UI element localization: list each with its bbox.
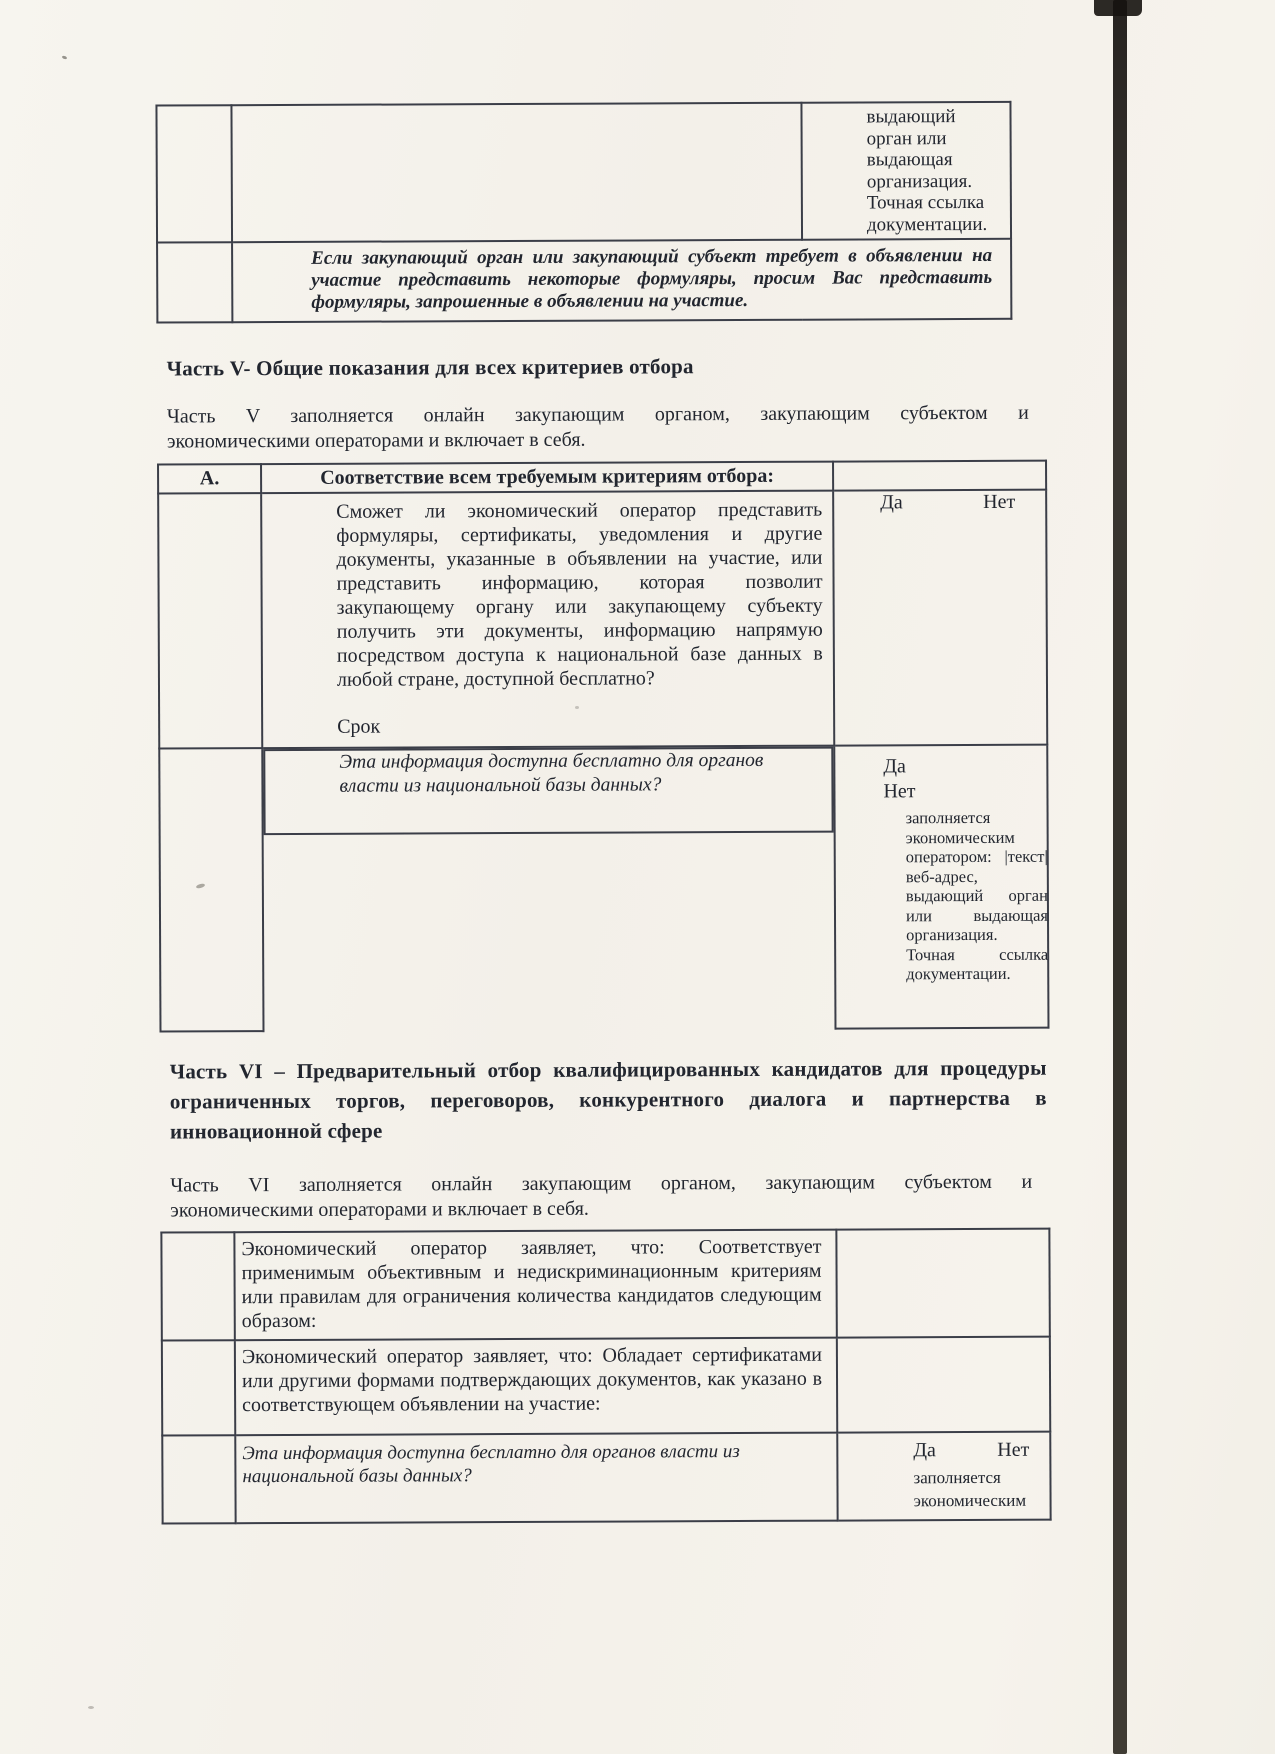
- part-v-q1-left-empty: [158, 493, 262, 748]
- scan-speck: [575, 706, 579, 709]
- scan-speck: [88, 1706, 94, 1709]
- part-v-q2-left-empty: [159, 748, 263, 1031]
- part-vi-heading: [170, 1053, 1047, 1147]
- part-v-question-1: Сможет ли экономический оператор представить формуляры, сертификаты, уведомления и другие документы, указанные в объявлении на участие, или представить информацию, которая позволит закупающему органу или закупающему субъекту получить эти документы, информацию напрямую посредством доступа к национальной базе данных в любой стране, доступной бесплатно?: [336, 498, 823, 691]
- part-v-answer-2-no[interactable]: Нет: [883, 780, 916, 803]
- part-v-intro: [167, 401, 1029, 455]
- part-v-term-label: Срок: [337, 715, 381, 738]
- part-vi-r1-right-empty: [836, 1229, 1049, 1338]
- carryover-cell-mid-empty: [231, 103, 802, 242]
- part-vi-r2-left-empty: [162, 1340, 235, 1435]
- part-v-intro-line2: экономическими операторами и включает в себя.: [166, 428, 586, 453]
- part-v-intro-line1: Часть V заполняется онлайн закупающим органом, закупающим субъектом и: [166, 401, 1029, 428]
- carryover-table: [155, 101, 1012, 324]
- part-vi-row-3-answer-cell: [837, 1432, 1050, 1521]
- part-v-question-2: Эта информация доступна бесплатно для органов власти из национальной базы данных?: [263, 747, 833, 835]
- part-v-table: [157, 460, 1049, 1033]
- part-v-answer-1-no[interactable]: Нет: [983, 490, 1016, 513]
- part-vi-row-3-note: заполняется экономическим: [913, 1467, 1027, 1511]
- part-vi-intro: [170, 1170, 1032, 1224]
- part-v-row-a-label: А.: [158, 464, 261, 493]
- part-vi-r1-left-empty: [161, 1232, 234, 1340]
- part-v-row-a-title: Соответствие всем требуемым критериям отбора:: [261, 462, 833, 493]
- part-v-row-a-right-empty: [833, 461, 1046, 491]
- carryover-cell-issuer: выдающий орган или выдающая организация. Точная ссылка документации.: [801, 102, 1011, 240]
- part-vi-heading-line3: инновационной сфере: [169, 1118, 383, 1144]
- part-v-q1-cell: [261, 491, 834, 748]
- part-v-answer-2-cell: [834, 745, 1048, 1029]
- part-vi-row-3-no[interactable]: Нет: [997, 1438, 1030, 1461]
- part-vi-row-1: Экономический оператор заявляет, что: Соответствует применимым объективным и недискриминационным критериям или правилам для ограничения количества кандидатов следующим образом:: [234, 1230, 836, 1341]
- part-v-answer-1-cell: [833, 490, 1047, 746]
- part-v-answer-2-yes[interactable]: Да: [883, 755, 906, 778]
- part-vi-r2-right-empty: [837, 1337, 1050, 1433]
- carryover-note: Если закупающий орган или закупающий субъект требует в объявлении на участие представить некоторые формуляры, просим Вас представить формуляры, запрошенные в объявлении на участие.: [232, 239, 1011, 322]
- part-vi-row-2: Экономический оператор заявляет, что: Обладает сертификатами или другими формами подтверждающих документов, как указано в соответствующем объявлении на участие:: [235, 1338, 837, 1436]
- part-vi-heading-line1: Часть VI – Предварительный отбор квалифицированных кандидатов для процедуры: [169, 1055, 1047, 1084]
- part-v-answer-2-note: заполняется экономическим оператором: |текст| веб-адрес, выдающий орган или выдающая организация. Точная ссылка документации.: [905, 807, 1049, 984]
- part-vi-table: [160, 1228, 1051, 1525]
- carryover-cell-left-empty2: [157, 242, 232, 322]
- scan-corner-mark: [1094, 0, 1142, 16]
- part-vi-r3-left-empty: [162, 1435, 235, 1523]
- scan-edge-strip: [1113, 0, 1127, 1754]
- part-v-answer-1-yes[interactable]: Да: [880, 491, 903, 514]
- part-v-heading: Часть V- Общие показания для всех критериев отбора: [166, 354, 694, 381]
- part-vi-intro-line2: экономическими операторами и включает в себя.: [170, 1197, 589, 1222]
- part-vi-row-3-yes[interactable]: Да: [913, 1439, 936, 1462]
- part-vi-row-3-question: Эта информация доступна бесплатно для органов власти из национальной базы данных?: [235, 1433, 837, 1524]
- carryover-cell-left-empty: [156, 105, 232, 242]
- part-vi-intro-line1: Часть VI заполняется онлайн закупающим органом, закупающим субъектом и: [170, 1170, 1033, 1197]
- part-vi-heading-line2: ограниченных торгов, переговоров, конкурентного диалога и партнерства в: [169, 1085, 1047, 1114]
